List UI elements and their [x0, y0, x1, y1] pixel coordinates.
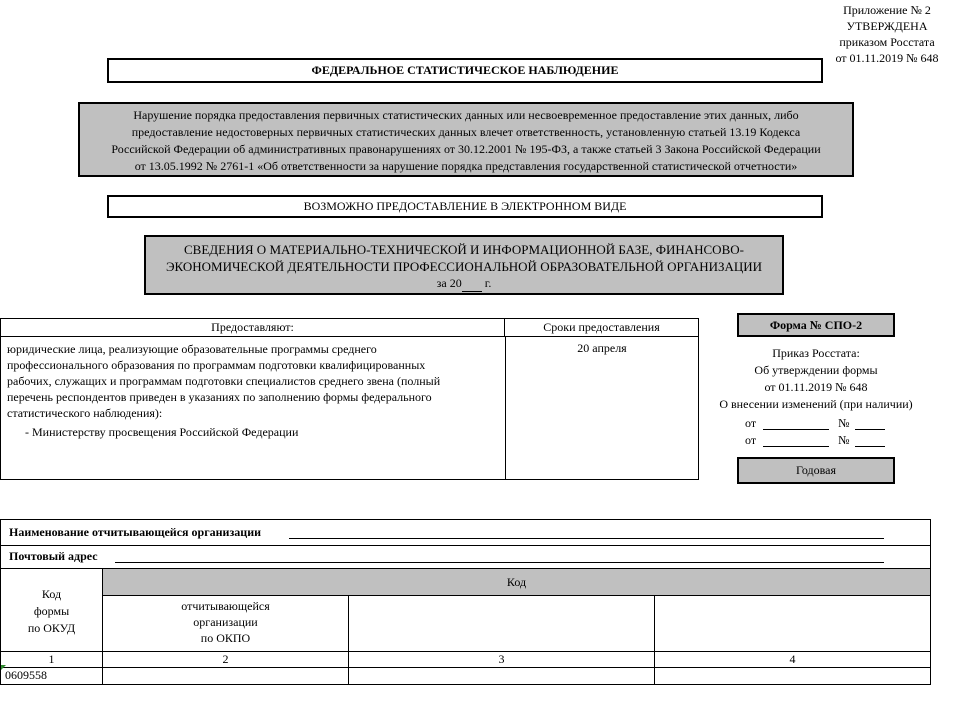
approval-order-block — [700, 345, 932, 413]
report-title-box — [144, 235, 784, 295]
code-col-4-header — [655, 596, 930, 651]
deadline-value: 20 апреля — [577, 341, 627, 355]
order-changes: О внесении изменений (при наличии) — [719, 397, 913, 411]
order-date: от 01.11.2019 № 648 — [764, 380, 868, 394]
code-col-4-value-cell[interactable] — [655, 668, 930, 684]
okpo-value-cell[interactable] — [103, 668, 349, 684]
report-period: за 20 г. — [436, 276, 492, 290]
warning-line: от 13.05.1992 № 2761-1 «Об ответственности за нарушение порядка представления государственной статистической отчетности» — [134, 159, 798, 173]
report-title-line: СВЕДЕНИЯ О МАТЕРИАЛЬНО-ТЕХНИЧЕСКОЙ И ИНФОРМАЦИОННОЙ БАЗЕ, ФИНАНСОВО- — [184, 242, 744, 257]
appendix-number: Приложение № 2 — [843, 3, 931, 17]
code-col-3-value-cell[interactable] — [349, 668, 655, 684]
report-title-line: ЭКОНОМИЧЕСКОЙ ДЕЯТЕЛЬНОСТИ ПРОФЕССИОНАЛЬНОЙ ОБРАЗОВАТЕЛЬНОЙ ОРГАНИЗАЦИИ — [165, 259, 763, 274]
postal-address-row — [1, 546, 930, 568]
header-title: ФЕДЕРАЛЬНОЕ СТАТИСТИЧЕСКОЕ НАБЛЮДЕНИЕ — [311, 63, 619, 77]
appendix-approved: УТВЕРЖДЕНА — [846, 19, 928, 33]
form-number-badge: Форма № СПО-2 — [737, 313, 895, 337]
okpo-header: отчитывающейся организации по ОКПО — [103, 596, 349, 651]
changes-row-2: от № — [745, 433, 895, 447]
okud-value: 0609558 — [5, 668, 47, 682]
year-field[interactable] — [462, 279, 482, 292]
cell-marker-icon — [1, 665, 6, 670]
org-name-field[interactable] — [289, 538, 884, 539]
order-approve: Об утверждении формы — [754, 363, 878, 377]
change-date-field[interactable] — [763, 434, 829, 447]
code-header: Код — [103, 569, 930, 596]
col-number-1: 1 — [1, 652, 103, 667]
change-number-field[interactable] — [855, 434, 885, 447]
changes-row-1: от № — [745, 416, 895, 430]
okud-value-cell — [1, 668, 103, 684]
col-number-2: 2 — [103, 652, 349, 667]
electronic-text: ВОЗМОЖНО ПРЕДОСТАВЛЕНИЕ В ЭЛЕКТРОННОМ ВИДЕ — [303, 199, 627, 213]
postal-address-label: Почтовый адрес — [9, 549, 98, 563]
federal-observation-header — [107, 58, 823, 83]
submitters-description: юридические лица, реализующие образовательные программы среднего профессионального образования по программам подготовки квалифицированных рабочих, служащих и программам подготовки специалистов среднего звена (полный перечень респондентов приведен в указаниях по заполнению формы федерального статистического наблюдения): — [7, 342, 441, 420]
org-name-row — [1, 520, 930, 546]
okud-header: Код формы по ОКУД — [1, 569, 103, 651]
change-number-field[interactable] — [855, 417, 885, 430]
deadline-header: Сроки предоставления — [505, 319, 698, 337]
liability-warning — [78, 102, 854, 177]
postal-address-field[interactable] — [115, 562, 884, 563]
electronic-submission-note — [107, 195, 823, 218]
appendix-order: приказом Росстата — [839, 35, 935, 49]
warning-line: Российской Федерации об административных правонарушениях от 30.12.2001 № 195-ФЗ, а также статьей 3 Закона Российской Федерации — [111, 142, 821, 156]
periodicity-badge: Годовая — [737, 457, 895, 484]
change-date-field[interactable] — [763, 417, 829, 430]
col-number-4: 4 — [789, 652, 796, 666]
submitters-header: Предоставляют: — [1, 319, 505, 337]
codes-grid — [1, 568, 930, 684]
org-name-label: Наименование отчитывающейся организации — [9, 525, 262, 539]
submitters-table — [0, 318, 699, 480]
col-number-3: 3 — [349, 652, 655, 667]
organization-block — [0, 519, 931, 685]
recipient-ministry: - Министерству просвещения Российской Федерации — [25, 425, 299, 439]
appendix-block — [820, 2, 954, 66]
appendix-date: от 01.11.2019 № 648 — [835, 51, 939, 65]
code-col-3-header — [349, 596, 655, 651]
warning-line: предоставление недостоверных первичных статистических данных влечет ответственность, установленную статьей 13.19 Кодекса — [131, 125, 801, 139]
warning-line: Нарушение порядка предоставления первичных статистических данных или несвоевременное предоставление этих данных, либо — [133, 108, 799, 122]
order-title: Приказ Росстата: — [772, 346, 860, 360]
